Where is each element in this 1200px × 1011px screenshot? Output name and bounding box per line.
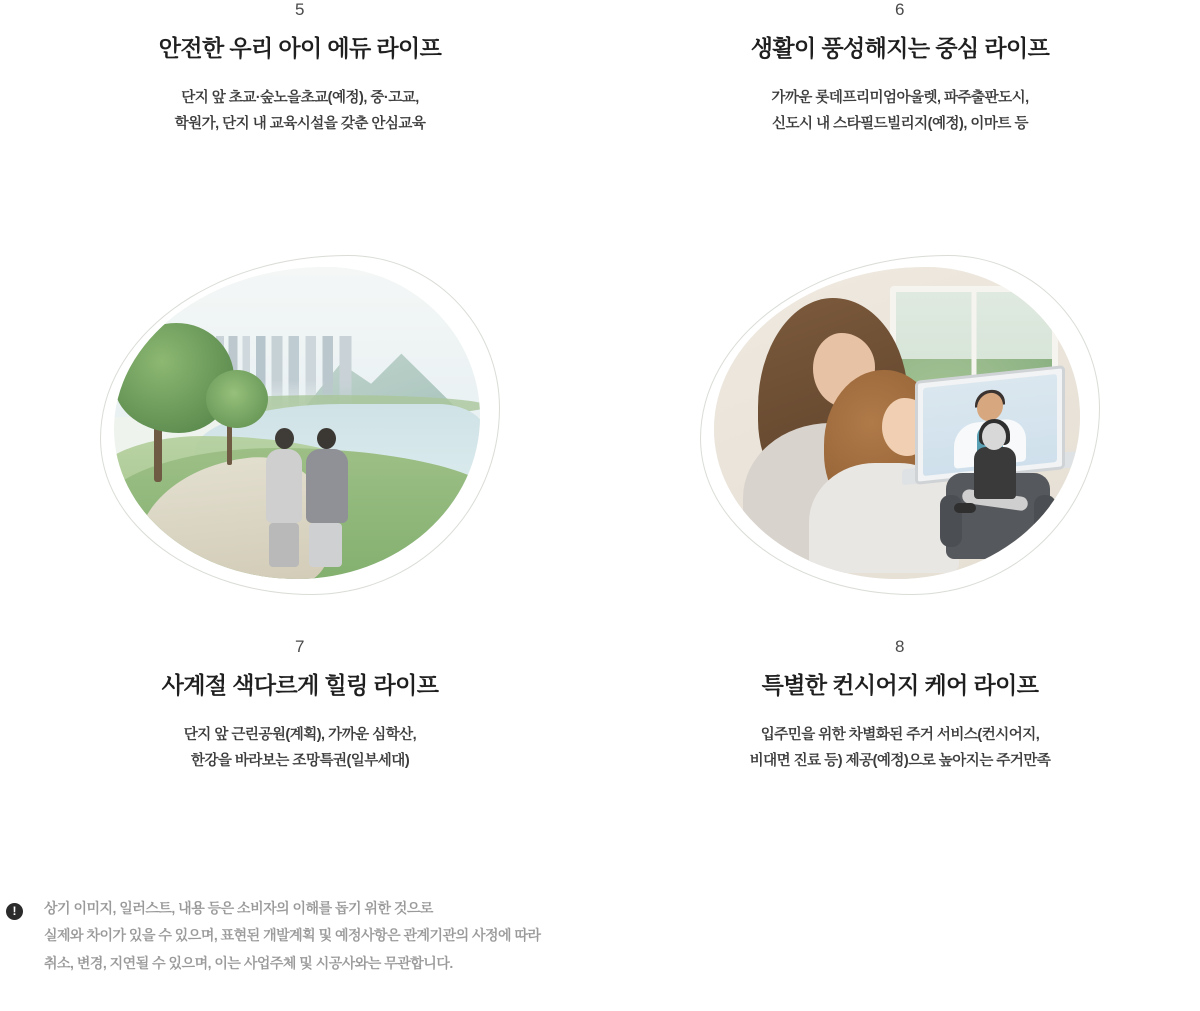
seated-woman-inset: [940, 417, 1058, 567]
telehealth-family-illustration: [700, 255, 1100, 595]
feature-block-6: [620, 0, 1180, 137]
feature-headline-6: 생활이 풍성해지는 중심 라이프: [750, 35, 1050, 62]
feature-block-8: [620, 637, 1180, 774]
feature-description-line: 비대면 진료 등) 제공(예정)으로 높아지는 주거만족: [749, 752, 1051, 769]
disclaimer-line: 실제와 차이가 있을 수 있으며, 표현된 개발계획 및 예정사항은 관계기관의 사정에 따라: [44, 927, 541, 944]
disclaimer-row: [0, 895, 1200, 977]
legs: [269, 523, 299, 567]
disclaimer-line: 취소, 변경, 지연될 수 있으며, 이는 사업주체 및 시공사와는 무관합니다.: [44, 954, 453, 971]
feature-headline-7: 사계절 색다르게 힐링 라이프: [161, 672, 439, 699]
feature-number-6: 6: [895, 0, 905, 19]
feature-description-8: [620, 723, 1180, 774]
exclamation-icon: !: [6, 903, 23, 920]
person-left: [266, 428, 302, 567]
feature-description-5: [20, 86, 580, 137]
feature-description-6: [620, 86, 1180, 137]
feature-description-line: 가까운 롯데프리미엄아울렛, 파주출판도시,: [771, 90, 1029, 107]
seated-woman-body: [974, 447, 1016, 499]
feature-number-7: 7: [295, 637, 305, 656]
torso: [306, 449, 348, 523]
illustration-image-mask: [714, 267, 1080, 579]
seated-woman-feet: [954, 503, 976, 513]
feature-description-line: 학원가, 단지 내 교육시설을 갖춘 안심교육: [174, 115, 426, 132]
disclaimer-line: 상기 이미지, 일러스트, 내용 등은 소비자의 이해를 돕기 위한 것으로: [44, 900, 433, 916]
disclaimer-text: [44, 895, 1200, 977]
head: [317, 428, 336, 449]
walking-couple: [260, 417, 380, 567]
park-scene: [114, 267, 480, 579]
feature-number-5: 5: [295, 0, 305, 19]
feature-description-line: 신도시 내 스타필드빌리지(예정), 이마트 등: [772, 115, 1028, 132]
feature-headline-5: 안전한 우리 아이 에듀 라이프: [158, 35, 442, 62]
person-right: [306, 428, 348, 567]
illustration-image-mask: [114, 267, 480, 579]
feature-block-5: [20, 0, 580, 137]
second-tree-crown: [206, 370, 268, 428]
feature-number-8: 8: [895, 637, 905, 656]
park-river-couple-illustration: [100, 255, 500, 595]
feature-headline-8: 특별한 컨시어지 케어 라이프: [761, 672, 1039, 699]
feature-description-line: 한강을 바라보는 조망특권(일부세대): [190, 752, 410, 769]
seated-woman-head: [982, 423, 1006, 450]
legs: [309, 523, 342, 567]
feature-description-line: 단지 앞 초교·숲노을초교(예정), 중·고교,: [181, 90, 419, 107]
torso: [266, 449, 302, 523]
disclaimer-section: [0, 895, 1200, 977]
feature-description-line: 단지 앞 근린공원(계획), 가까운 심학산,: [183, 727, 417, 744]
head: [275, 428, 294, 449]
feature-description-line: 입주민을 위한 차별화된 주거 서비스(컨시어지,: [760, 727, 1040, 744]
feature-block-7: [20, 637, 580, 774]
feature-description-7: [20, 723, 580, 774]
telehealth-scene: [714, 267, 1080, 579]
